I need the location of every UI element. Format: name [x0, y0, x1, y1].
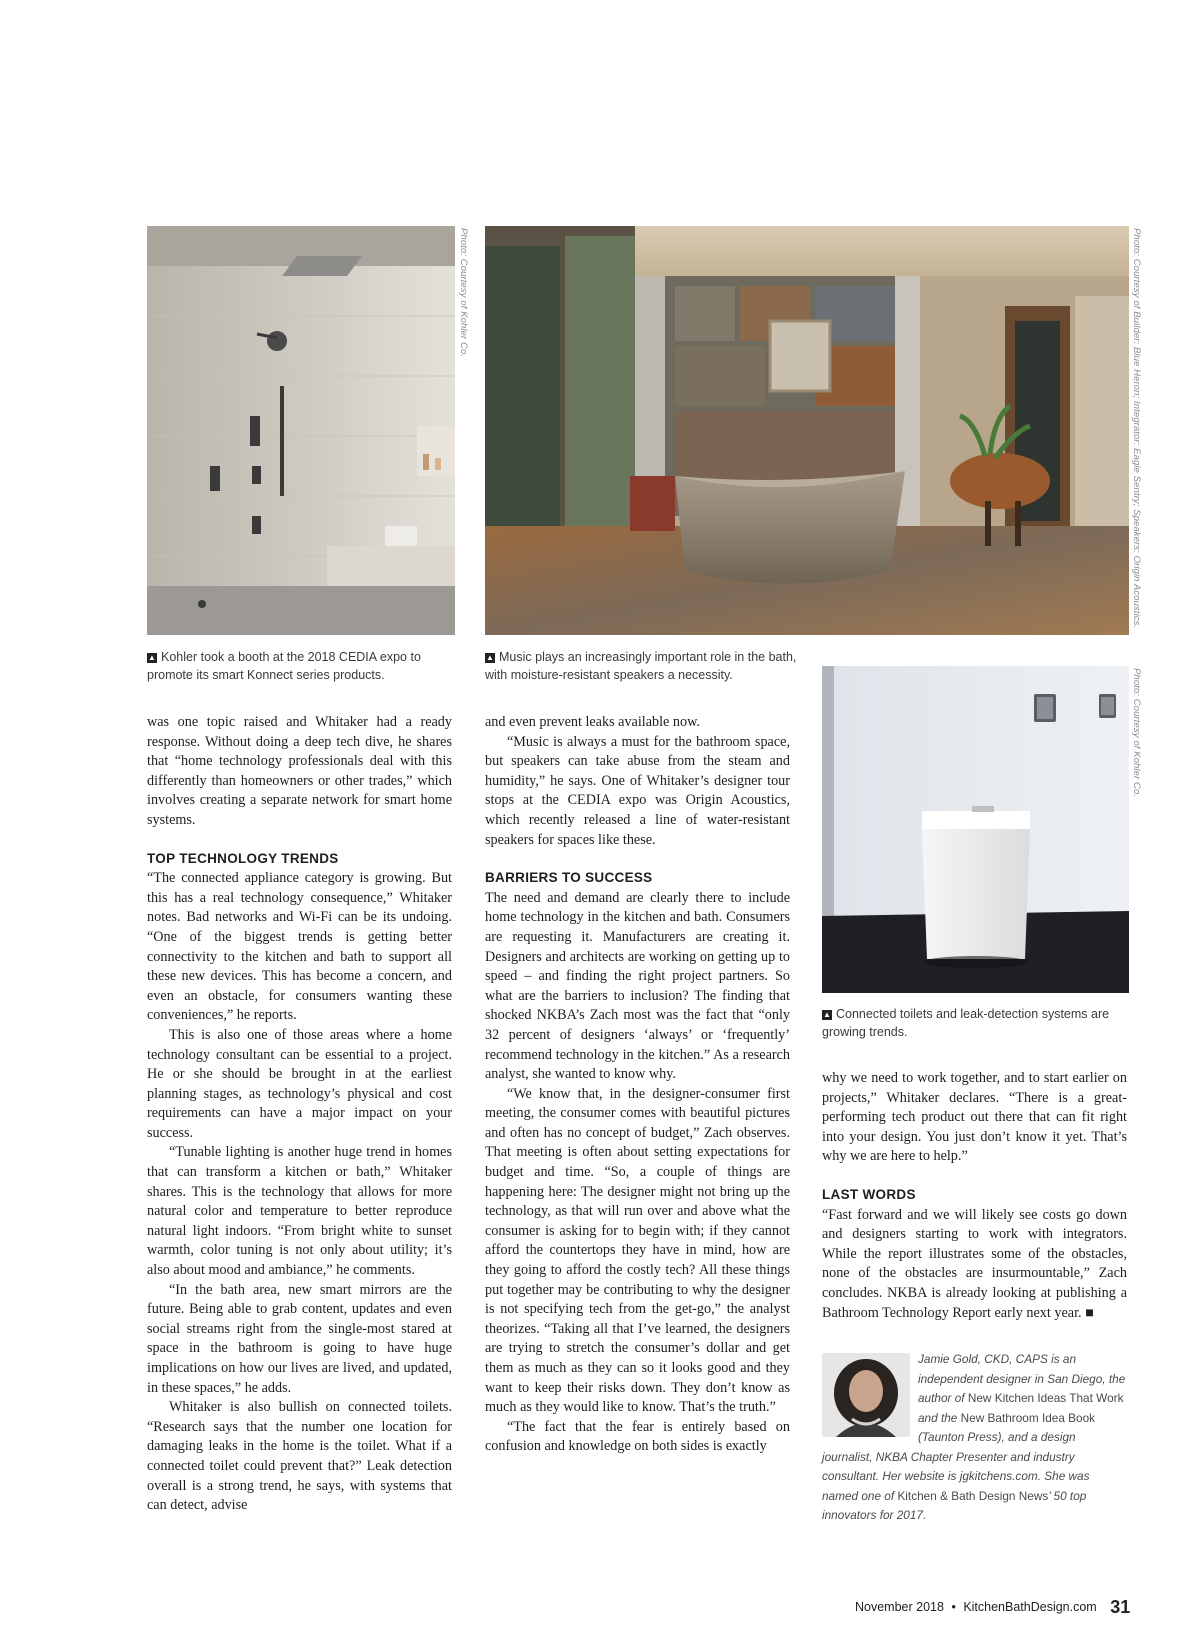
article-column-3: [822, 1069, 1127, 1526]
paragraph: was one topic raised and Whitaker had a ready response. Without doing a deep tech dive, he shares that “home technology professionals deal with this differently than homeowners or other trades,” which involves creating a separate network for smart home systems.: [147, 714, 452, 828]
paragraph: “Music is always a must for the bathroom space, but speakers can take abuse from the steam and humidity,” he says. One of Whitaker’s designer tour stops at the CEDIA expo was Origin Acoustics, which recently released a line of water-resistant speakers for spaces like these.: [485, 733, 790, 848]
footer-separator: •: [951, 1600, 956, 1614]
author-headshot: [822, 1353, 910, 1437]
paragraph: “Tunable lighting is another huge trend in homes that can transform a kitchen or bath,” Whitaker shares. This is the technology that allows for more natural color and temperature to better reproduce natural light indoors. “From bright white to sunset warmth, color tuning is not only about utility; it’s also about mood and ambiance,” he comments.: [147, 1144, 452, 1279]
page-footer: [855, 1597, 1130, 1618]
paragraph: “In the bath area, new smart mirrors are the future. Being able to grab content, updates and even social streams right from the single-most stared at space in the bathroom is going to have huge implications on how our lives are lived, and updated, in these spaces,” he adds.: [147, 1281, 452, 1396]
section-heading-barriers-to-success: BARRIERS TO SUCCESS: [485, 870, 653, 886]
book-title-bathroom: New Bathroom Idea Book: [960, 1410, 1096, 1425]
paragraph: and even prevent leaks available now.: [485, 714, 700, 730]
page-number: 31: [1110, 1597, 1131, 1617]
photo-credit-kohler-shower: Photo: Courtesy of Kohler Co.: [458, 228, 469, 358]
bio-text: Jamie Gold, CKD, CAPS is an independent designer in San Diego, the author of: [918, 1352, 1126, 1406]
issue-date: November 2018: [855, 1600, 944, 1614]
paragraph: The need and demand are clearly there to include home technology in the kitchen and bath. Consumers are requesting it. Manufacturers are creating it. Designers and architects are working on getting up to speed – and finding the right project partners. So what are the barriers to inclusion? The finding that shocked NKBA’s Zach most was the fact that “only 32 percent of designers ‘always’ or ‘frequently’ recommend technology in the kitchen.” As a research analyst, she wanted to know why.: [485, 889, 790, 1083]
photo-credit-bathroom: Photo: Courtesy of Builder: Blue Heron; Integrator: Eagle Sentry; Speakers: Origin Acoustics.: [1131, 228, 1142, 629]
arrow-up-icon: ▲: [823, 1010, 831, 1019]
article-column-2: [485, 713, 790, 1457]
bio-text: (Taunton Press), and a design journalist, NKBA Chapter Presenter and industry consultant. Her website is jgkitchens.com. She was named one of: [822, 1430, 1090, 1503]
paragraph: “We know that, in the designer-consumer first meeting, the consumer comes with beautiful pictures and often has no concept of budget,” Zach observes. That meeting is often about setting expectations for budget and time. “So, a couple of things are happening here: The designer might not bring up the technology, as that will run over and above what the consumer is asking for to begin with; if they cannot afford the countertops they have in mind, how are they going to afford the costly tech? All these things put together may be contributing to why the designer is not specifying tech from the get-go,” the analyst theorizes. “Taking all that I’ve learned, the designers are trying to stretch the consumer’s dollar and get them as much as they can so it looks good and they want to keep their risks down. They don’t know as much as they would like to know. That’s the truth.”: [485, 1085, 790, 1416]
arrow-up-icon: ▲: [486, 653, 494, 662]
paragraph: “The fact that the fear is entirely based on confusion and knowledge on both sides is exactly: [485, 1418, 790, 1455]
author-bio: [822, 1350, 1127, 1526]
bio-text: ’ 50 top innovators for 2017.: [822, 1488, 1087, 1523]
section-heading-top-technology-trends: TOP TECHNOLOGY TRENDS: [147, 850, 339, 866]
paragraph: “Fast forward and we will likely see costs go down and designers starting to work with integrators. While the report illustrates some of the obstacles, none of the obstacles are insurmountable,” Zach concludes. NKBA is already looking at publishing a Bathroom Technology Report early next year. ■: [822, 1206, 1127, 1321]
paragraph: why we need to work together, and to start earlier on projects,” Whitaker declares. “There is a great-performing tech product out there that can fit right into your design. You just don’t know it yet. That’s why we are here to help.”: [822, 1070, 1127, 1165]
section-heading-last-words: LAST WORDS: [822, 1186, 916, 1202]
caption-text: Kohler took a booth at the 2018 CEDIA expo to promote its smart Konnect series products.: [147, 650, 421, 682]
arrow-up-icon: ▲: [148, 653, 156, 662]
caption-connected-toilet: [822, 1005, 1122, 1041]
website-link[interactable]: KitchenBathDesign.com: [963, 1600, 1097, 1614]
paragraph: Whitaker is also bullish on connected toilets. “Research says that the number one location for damaging leaks in the home is the toilet. What if a connected toilet could prevent that?” Leak detection overall is a strong trend, he says, with systems that can detect, advise: [147, 1399, 452, 1514]
book-title-kitchen: New Kitchen Ideas That Work: [967, 1391, 1124, 1406]
caption-music-bathroom: [485, 648, 807, 684]
photo-kohler-shower: [147, 226, 455, 635]
paragraph: This is also one of those areas where a home technology consultant can be essential to a project. He or she should be brought in at the earliest planning stages, as technology’s physical and cost requirements can have a major impact on your success.: [147, 1026, 452, 1141]
publication-name: Kitchen & Bath Design News: [897, 1488, 1049, 1503]
caption-text: Music plays an increasingly important role in the bath, with moisture-resistant speakers a necessity.: [485, 650, 797, 682]
article-column-1: [147, 713, 452, 1516]
photo-credit-kohler-toilet: Photo: Courtesy of Kohler Co.: [1131, 668, 1142, 798]
photo-music-bathroom: [485, 226, 1129, 635]
photo-connected-toilet: [822, 666, 1129, 993]
caption-kohler-shower: [147, 648, 467, 684]
caption-text: Connected toilets and leak-detection systems are growing trends.: [822, 1007, 1110, 1039]
bio-text: and the: [918, 1410, 961, 1425]
paragraph: “The connected appliance category is growing. But this has a real technology consequence,” Whitaker notes. Bad networks and Wi-Fi can be its undoing. “One of the biggest trends is getting better connectivity to the kitchen and bath to support all these new devices. This has become a concern, and even an obstacle, for consumers wanting these conveniences,” he reports.: [147, 870, 452, 1024]
